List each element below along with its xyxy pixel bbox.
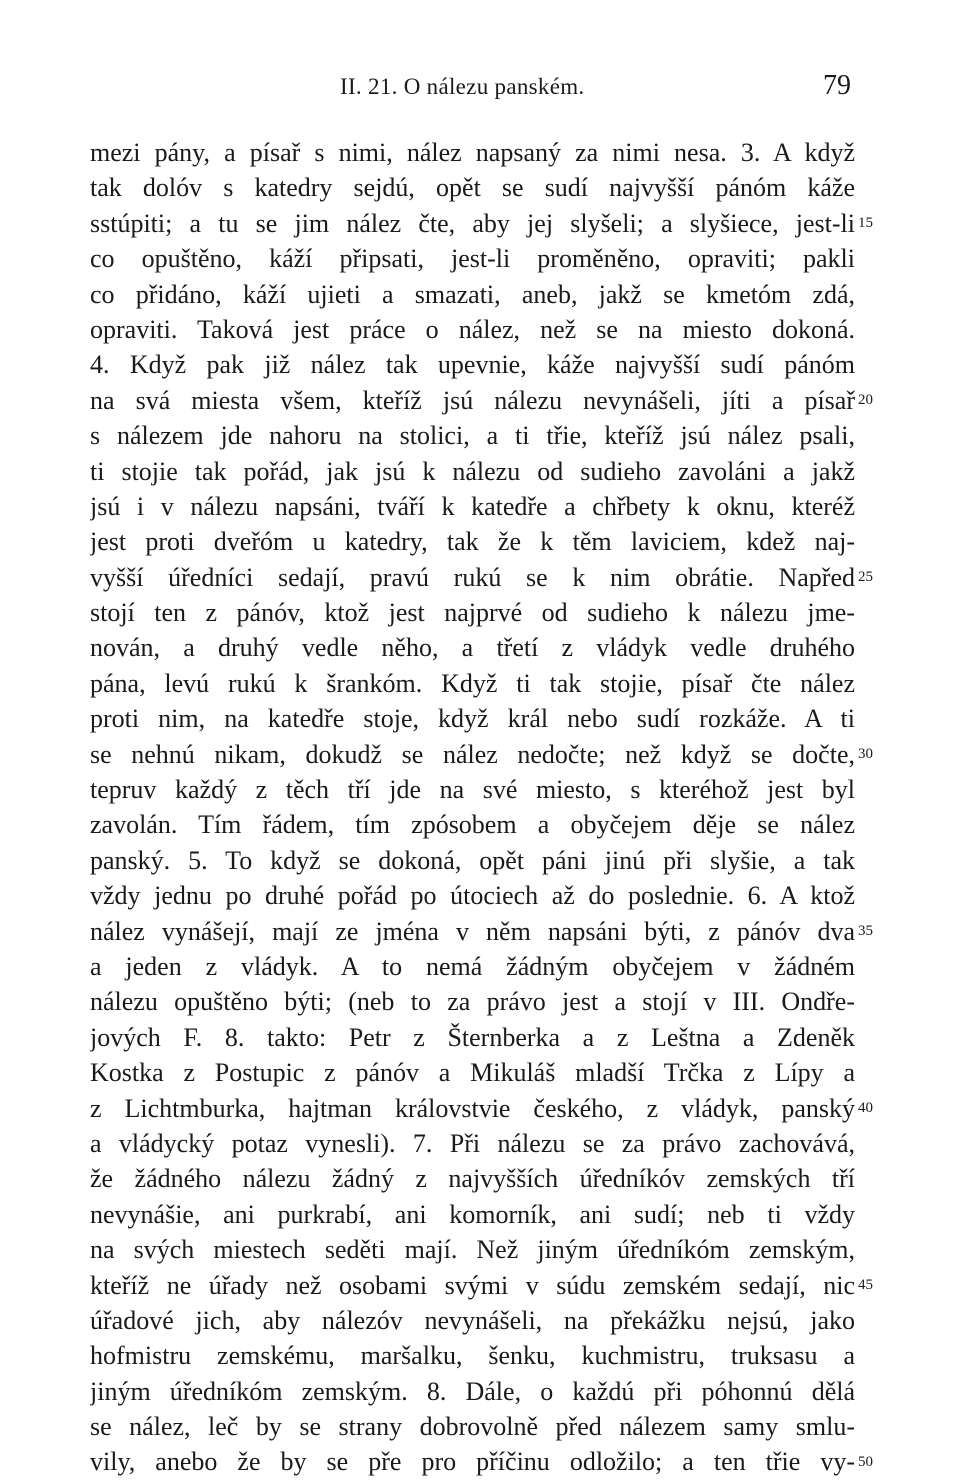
- page-number: 79: [823, 70, 851, 101]
- text-line: proti nim, na katedře stoje, když král nebo sudí rozkáže. A ti: [90, 704, 855, 734]
- running-head: II. 21. O nálezu panském.: [340, 74, 585, 99]
- text-line: hofmistru zemskému, maršalku, šenku, kuchmistru, truksasu a: [90, 1341, 855, 1371]
- text-line: nález vynášejí, mají ze jména v něm napsáni býti, z pánóv dva: [90, 916, 855, 946]
- text-line: tak dolóv s katedry sejdú, opět se sudí najvyšší pánóm káže: [90, 173, 855, 203]
- text-line: s nálezem jde nahoru na stolici, a ti třie, kteříž jsú nález psali,: [90, 421, 855, 451]
- text-line: úřadové jich, aby nálezóv nevynášeli, na překážku nejsú, jako: [90, 1305, 855, 1335]
- text-line: ti stojie tak pořád, jak jsú k nálezu od sudieho zavoláni a jakž: [90, 456, 855, 486]
- margin-line-number: 50: [858, 1453, 873, 1470]
- margin-line-number: 40: [858, 1099, 873, 1116]
- text-line: nálezu opuštěno býti; (neb to za právo jest a stojí v III. Ondře-: [90, 987, 855, 1017]
- text-line: panský. 5. To když se dokoná, opět páni jinú při slyšie, a tak: [90, 845, 855, 875]
- text-line: a vládycký potaz vynesli). 7. Při nálezu se za právo zachovává,: [90, 1128, 855, 1158]
- text-line: tepruv každý z těch tří jde na své miesto, s kteréhož jest byl: [90, 775, 855, 805]
- text-line: jiným úředníkóm zemským. 8. Dále, o každú při póhonnú dělá: [90, 1376, 855, 1406]
- text-line: jových F. 8. takto: Petr z Šternberka a z Leštna a Zdeněk: [90, 1022, 855, 1052]
- text-line: vždy jednu po druhé pořád po útociech až do poslednie. 6. A ktož: [90, 881, 855, 911]
- text-line: z Lichtmburka, hajtman královstvie českého, z vládyk, panský: [90, 1093, 855, 1123]
- text-line: opraviti. Taková jest práce o nález, než se na miesto dokoná.: [90, 314, 855, 344]
- text-line: jsú i v nálezu napsáni, tváří k katedře a chřbety k oknu, kteréž: [90, 491, 855, 521]
- text-line: vyšší úředníci sedají, pravú rukú se k nim obrátie. Napřed: [90, 562, 855, 592]
- text-line: stojí ten z pánóv, ktož jest najprvé od sudieho k nálezu jme-: [90, 598, 855, 628]
- text-line: zavolán. Tím řádem, tím zpósobem a obyčejem děje se nález: [90, 810, 855, 840]
- margin-line-number: 15: [858, 214, 873, 231]
- text-line: vily, anebo že by se pře pro příčinu odložilo; a ten třie vy-: [90, 1447, 855, 1477]
- text-line: co opuštěno, káží připsati, jest-li proměněno, opraviti; pakli: [90, 244, 855, 274]
- text-line: a jeden z vládyk. A to nemá žádným obyčejem v žádném: [90, 951, 855, 981]
- page-header: [90, 70, 855, 110]
- text-line: Kostka z Postupic z pánóv a Mikuláš mladší Trčka z Lípy a: [90, 1058, 855, 1088]
- margin-line-number: 45: [858, 1276, 873, 1293]
- text-line: nevynášie, ani purkrabí, ani komorník, ani sudí; neb ti vždy: [90, 1199, 855, 1229]
- text-line: jest proti dveřóm u katedry, tak že k těm laviciem, kdež naj-: [90, 527, 855, 557]
- text-line: se nález, leč by se strany dobrovolně před nálezem samy smlu-: [90, 1412, 855, 1442]
- body-text: [90, 135, 855, 1480]
- text-line: mezi pány, a písař s nimi, nález napsaný za nimi nesa. 3. A když: [90, 138, 855, 167]
- margin-line-number: 35: [858, 922, 873, 939]
- text-line: nován, a druhý vedle něho, a třetí z vládyk vedle druhého: [90, 633, 855, 663]
- text-line: kteříž ne úřady než osobami svými v súdu zemském sedají, nic: [90, 1270, 855, 1300]
- text-line: co přidáno, káží ujieti a smazati, aneb, jakž se kmetóm zdá,: [90, 279, 855, 309]
- margin-line-number: 20: [858, 391, 873, 408]
- text-line: pána, levú rukú k šrankóm. Když ti tak stojie, písař čte nález: [90, 668, 855, 698]
- margin-line-number: 30: [858, 745, 873, 762]
- text-line: 4. Když pak již nález tak upevnie, káže najvyšší sudí pánóm: [90, 350, 855, 380]
- text-line: sstúpiti; a tu se jim nález čte, aby jej slyšeli; a slyšiece, jest-li: [90, 208, 855, 238]
- text-line: se nehnú nikam, dokudž se nález nedočte; než když se dočte,: [90, 739, 855, 769]
- text-line: na svých miestech seděti mají. Než jiným úředníkóm zemským,: [90, 1235, 855, 1265]
- text-line: na svá miesta všem, kteříž jsú nálezu nevynášeli, jíti a písař: [90, 385, 855, 415]
- margin-line-number: 25: [858, 568, 873, 585]
- text-line: že žádného nálezu žádný z najvyšších úředníkóv zemských tří: [90, 1164, 855, 1194]
